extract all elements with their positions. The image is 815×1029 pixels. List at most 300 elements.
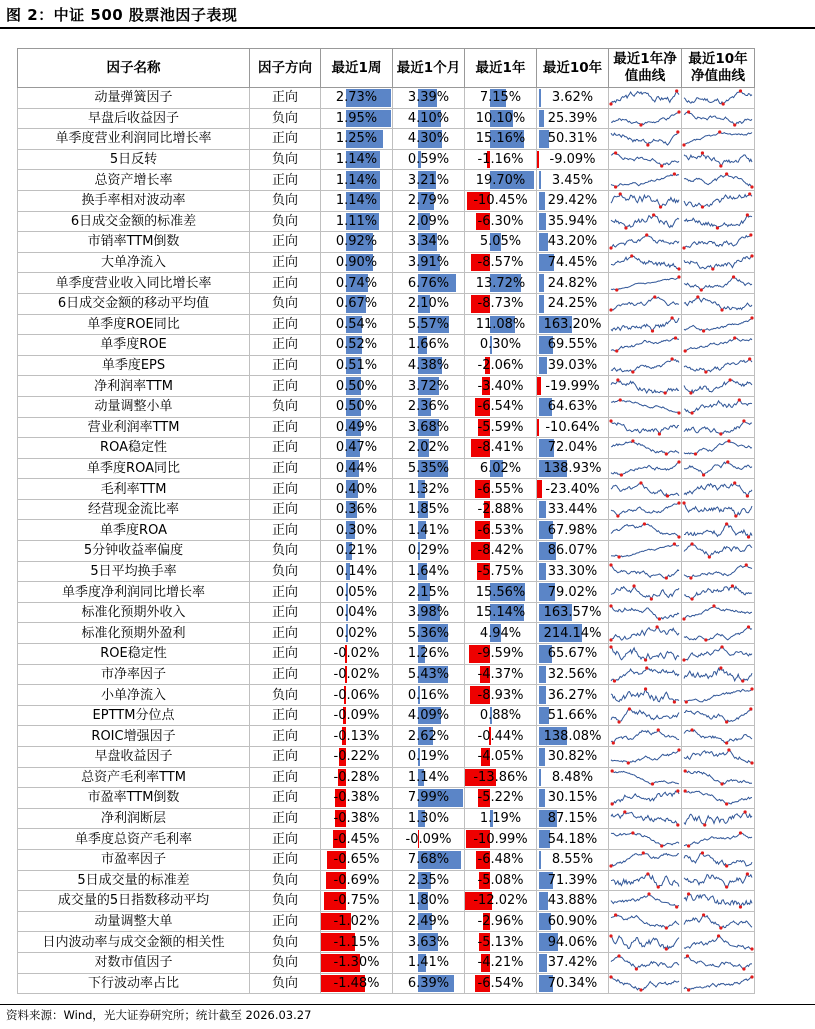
cell-nav10y — [682, 170, 755, 191]
sparkline-nav1y — [609, 871, 681, 890]
factor-direction: 负向 — [250, 190, 321, 211]
sparkline-marker — [609, 605, 612, 608]
sparkline-marker — [750, 254, 753, 257]
bar-t — [539, 563, 546, 581]
cell-y — [465, 705, 537, 726]
value-w: -0.02% — [333, 666, 380, 682]
value-y: 1.19% — [479, 811, 522, 827]
cell-m — [393, 335, 465, 356]
value-m: 0.59% — [407, 152, 450, 168]
sparkline-marker — [720, 646, 723, 649]
value-w: 1.14% — [335, 172, 378, 188]
sparkline-path — [611, 750, 679, 763]
cell-y — [465, 149, 537, 170]
sparkline-path — [684, 833, 752, 846]
value-t: 51.66% — [547, 708, 598, 724]
sparkline-marker — [720, 309, 723, 312]
sparkline-marker — [617, 721, 620, 724]
sparkline-marker — [613, 679, 616, 682]
header-name: 因子名称 — [18, 49, 250, 88]
value-t: 214.14% — [543, 625, 602, 641]
value-m: 1.85% — [407, 502, 450, 518]
sparkline-marker — [750, 975, 753, 978]
cell-w — [321, 911, 393, 932]
value-y: -13.86% — [473, 769, 528, 785]
cell-w — [321, 788, 393, 809]
sparkline-path — [684, 894, 752, 907]
table-row — [18, 273, 755, 294]
cell-nav10y — [682, 417, 755, 438]
sparkline-nav1y — [609, 315, 681, 334]
cell-t — [537, 747, 609, 768]
value-y: 15.14% — [475, 605, 526, 621]
cell-y — [465, 644, 537, 665]
sparkline-nav10y — [682, 294, 754, 313]
bar-t — [539, 192, 545, 210]
cell-y — [465, 438, 537, 459]
source-note: 资料来源：Wind，光大证券研究所；统计截至 2026.03.27 — [6, 1008, 312, 1022]
value-m: 5.36% — [407, 625, 450, 641]
sparkline-path — [684, 586, 752, 599]
sparkline-path — [684, 627, 752, 640]
factor-table — [17, 48, 755, 994]
cell-w — [321, 685, 393, 706]
value-w: -0.22% — [333, 749, 380, 765]
value-t: -10.64% — [545, 419, 600, 435]
sparkline-marker — [725, 721, 728, 724]
cell-w — [321, 726, 393, 747]
sparkline-marker — [690, 728, 693, 731]
cell-m — [393, 293, 465, 314]
sparkline-marker — [696, 296, 699, 299]
cell-nav10y — [682, 541, 755, 562]
sparkline-path — [684, 174, 752, 187]
sparkline-marker — [639, 123, 642, 126]
sparkline-path — [684, 297, 752, 310]
sparkline-path — [684, 812, 752, 825]
sparkline-path — [611, 338, 679, 351]
sparkline-path — [611, 894, 679, 907]
cell-t — [537, 376, 609, 397]
factor-direction: 正向 — [250, 582, 321, 603]
sparkline-marker — [651, 782, 654, 785]
factor-name: 6日成交金额的移动平均值 — [18, 293, 250, 314]
table-row — [18, 499, 755, 520]
bar-t — [537, 419, 539, 437]
sparkline-path — [611, 235, 679, 248]
factor-name: 单季度ROE同比 — [18, 314, 250, 335]
cell-y — [465, 376, 537, 397]
sparkline-marker — [717, 934, 720, 937]
factor-direction: 正向 — [250, 705, 321, 726]
cell-nav1y — [609, 561, 682, 582]
cell-w — [321, 582, 393, 603]
cell-nav1y — [609, 747, 682, 768]
sparkline-marker — [670, 357, 673, 360]
value-t: 69.55% — [547, 337, 598, 353]
value-t: 30.82% — [547, 749, 598, 765]
value-t: 70.34% — [547, 975, 598, 991]
cell-nav10y — [682, 108, 755, 129]
cell-nav1y — [609, 973, 682, 994]
value-y: -2.88% — [477, 502, 524, 518]
cell-y — [465, 541, 537, 562]
cell-nav1y — [609, 335, 682, 356]
sparkline-path — [684, 730, 752, 743]
value-y: 0.30% — [479, 337, 522, 353]
bar-t — [539, 666, 546, 684]
sparkline-marker — [750, 762, 753, 765]
cell-m — [393, 747, 465, 768]
sparkline-marker — [645, 234, 648, 237]
sparkline-marker — [615, 288, 618, 291]
value-t: 36.27% — [547, 687, 598, 703]
value-t: 163.20% — [543, 316, 602, 332]
value-t: 24.82% — [547, 275, 598, 291]
table-row — [18, 335, 755, 356]
cell-nav1y — [609, 129, 682, 150]
factor-direction: 正向 — [250, 232, 321, 253]
value-t: 33.30% — [547, 563, 598, 579]
factor-name: 市销率TTM倒数 — [18, 232, 250, 253]
cell-t — [537, 396, 609, 417]
sparkline-marker — [623, 810, 626, 813]
factor-direction: 正向 — [250, 335, 321, 356]
sparkline-nav1y — [609, 88, 681, 107]
cell-nav1y — [609, 644, 682, 665]
sparkline-marker — [727, 749, 730, 752]
cell-nav10y — [682, 314, 755, 335]
cell-m — [393, 520, 465, 541]
value-y: 6.02% — [479, 460, 522, 476]
factor-direction: 正向 — [250, 273, 321, 294]
cell-w — [321, 808, 393, 829]
sparkline-path — [611, 689, 679, 702]
value-w: 0.40% — [335, 481, 378, 497]
table-row — [18, 829, 755, 850]
sparkline-path — [611, 915, 679, 928]
table-row — [18, 685, 755, 706]
value-m: 0.16% — [407, 687, 450, 703]
cell-t — [537, 726, 609, 747]
bar-t — [539, 213, 546, 231]
factor-direction: 正向 — [250, 499, 321, 520]
sparkline-path — [684, 277, 752, 290]
sparkline-path — [684, 338, 752, 351]
cell-w — [321, 767, 393, 788]
sparkline-marker — [612, 741, 615, 744]
factor-name: 单季度营业利润同比增长率 — [18, 129, 250, 150]
factor-direction: 正向 — [250, 252, 321, 273]
sparkline-path — [684, 359, 752, 372]
factor-direction: 正向 — [250, 88, 321, 109]
value-t: 39.03% — [547, 358, 598, 374]
cell-y — [465, 685, 537, 706]
cell-w — [321, 438, 393, 459]
sparkline-nav10y — [682, 438, 754, 457]
sparkline-nav1y — [609, 974, 681, 993]
sparkline-path — [611, 277, 679, 290]
sparkline-path — [611, 318, 679, 331]
cell-y — [465, 747, 537, 768]
sparkline-path — [684, 689, 752, 702]
sparkline-marker — [660, 844, 663, 847]
cell-w — [321, 891, 393, 912]
value-m: 6.39% — [407, 975, 450, 991]
sparkline-marker — [725, 885, 728, 888]
sparkline-nav10y — [682, 891, 754, 910]
cell-y — [465, 664, 537, 685]
cell-nav1y — [609, 149, 682, 170]
cell-t — [537, 190, 609, 211]
sparkline-nav1y — [609, 891, 681, 910]
factor-name: 单季度ROA同比 — [18, 458, 250, 479]
table-row — [18, 911, 755, 932]
cell-y — [465, 314, 537, 335]
sparkline-marker — [646, 872, 649, 875]
sparkline-marker — [615, 350, 618, 353]
sparkline-nav10y — [682, 830, 754, 849]
value-m: 3.34% — [407, 234, 450, 250]
value-y: -8.41% — [477, 440, 524, 456]
cell-y — [465, 932, 537, 953]
value-m: 0.19% — [407, 749, 450, 765]
value-m: 2.02% — [407, 440, 450, 456]
cell-w — [321, 458, 393, 479]
value-t: 138.08% — [543, 728, 602, 744]
bar-t — [539, 748, 545, 766]
sparkline-path — [684, 132, 752, 145]
sparkline-nav1y — [609, 232, 681, 251]
sparkline-marker — [686, 955, 689, 958]
table-row — [18, 520, 755, 541]
sparkline-marker — [725, 865, 728, 868]
cell-y — [465, 417, 537, 438]
sparkline-marker — [631, 440, 634, 443]
factor-name: 标准化预期外收入 — [18, 602, 250, 623]
value-w: 0.92% — [335, 234, 378, 250]
sparkline-marker — [702, 473, 705, 476]
sparkline-marker — [617, 955, 620, 958]
header-row — [18, 49, 755, 88]
sparkline-path — [684, 318, 752, 331]
cell-t — [537, 582, 609, 603]
sparkline-nav1y — [609, 418, 681, 437]
sparkline-marker — [673, 700, 676, 703]
factor-name: 早盘后收益因子 — [18, 108, 250, 129]
sparkline-path — [611, 483, 679, 496]
sparkline-nav1y — [609, 562, 681, 581]
value-m: 3.91% — [407, 255, 450, 271]
cell-m — [393, 211, 465, 232]
sparkline-marker — [690, 543, 693, 546]
value-m: 1.32% — [407, 481, 450, 497]
value-m: 0.29% — [407, 543, 450, 559]
cell-nav10y — [682, 829, 755, 850]
cell-nav1y — [609, 891, 682, 912]
sparkline-nav10y — [682, 541, 754, 560]
sparkline-marker — [701, 151, 704, 154]
factor-direction: 正向 — [250, 314, 321, 335]
sparkline-nav10y — [682, 356, 754, 375]
value-m: 1.41% — [407, 955, 450, 971]
sparkline-path — [611, 421, 679, 434]
factor-direction: 正向 — [250, 602, 321, 623]
cell-t — [537, 541, 609, 562]
cell-t — [537, 849, 609, 870]
factor-name: 经营现金流比率 — [18, 499, 250, 520]
factor-name: 市净率因子 — [18, 664, 250, 685]
header-tenyear: 最近10年 — [537, 49, 609, 88]
cell-y — [465, 891, 537, 912]
cell-m — [393, 458, 465, 479]
cell-w — [321, 561, 393, 582]
value-m: 1.26% — [407, 646, 450, 662]
value-y: -8.57% — [477, 255, 524, 271]
cell-m — [393, 973, 465, 994]
cell-w — [321, 170, 393, 191]
sparkline-marker — [643, 522, 646, 525]
sparkline-marker — [684, 769, 687, 772]
sparkline-marker — [617, 556, 620, 559]
value-y: -6.55% — [477, 481, 524, 497]
table-row — [18, 788, 755, 809]
header-nav10y: 最近10年净值曲线 — [682, 49, 755, 88]
sparkline-marker — [609, 934, 612, 937]
table-row — [18, 252, 755, 273]
value-t: 29.42% — [547, 193, 598, 209]
factor-name: 市盈率TTM倒数 — [18, 788, 250, 809]
factor-name: 单季度ROE — [18, 335, 250, 356]
cell-nav10y — [682, 561, 755, 582]
sparkline-nav10y — [682, 686, 754, 705]
cell-y — [465, 108, 537, 129]
cell-nav1y — [609, 211, 682, 232]
cell-m — [393, 788, 465, 809]
value-m: 5.43% — [407, 666, 450, 682]
header-month: 最近1个月 — [393, 49, 465, 88]
cell-nav1y — [609, 520, 682, 541]
sparkline-marker — [734, 515, 737, 518]
sparkline-marker — [616, 515, 619, 518]
sparkline-marker — [677, 535, 680, 538]
sparkline-nav10y — [682, 871, 754, 890]
sparkline-path — [684, 791, 752, 804]
sparkline-nav1y — [609, 253, 681, 272]
factor-direction: 正向 — [250, 458, 321, 479]
bar-t — [539, 686, 546, 704]
sparkline-marker — [727, 440, 730, 443]
value-w: 0.54% — [335, 316, 378, 332]
sparkline-nav1y — [609, 294, 681, 313]
cell-w — [321, 870, 393, 891]
factor-direction: 正向 — [250, 520, 321, 541]
factor-name: 单季度总资产毛利率 — [18, 829, 250, 850]
cell-nav10y — [682, 355, 755, 376]
cell-w — [321, 932, 393, 953]
table-row — [18, 664, 755, 685]
value-y: -3.40% — [477, 378, 524, 394]
value-t: 65.67% — [547, 646, 598, 662]
table-row — [18, 582, 755, 603]
sparkline-nav10y — [682, 150, 754, 169]
value-w: 1.25% — [335, 131, 378, 147]
value-m: 1.66% — [407, 337, 450, 353]
cell-y — [465, 211, 537, 232]
cell-m — [393, 911, 465, 932]
cell-nav10y — [682, 396, 755, 417]
cell-nav1y — [609, 541, 682, 562]
sparkline-path — [684, 544, 752, 557]
cell-t — [537, 891, 609, 912]
value-w: 0.04% — [335, 605, 378, 621]
sparkline-nav10y — [682, 521, 754, 540]
value-m: 3.21% — [407, 172, 450, 188]
sparkline-nav10y — [682, 480, 754, 499]
cell-t — [537, 561, 609, 582]
factor-direction: 正向 — [250, 479, 321, 500]
sparkline-path — [684, 462, 752, 475]
cell-nav10y — [682, 479, 755, 500]
value-w: 1.95% — [335, 110, 378, 126]
value-w: -0.28% — [333, 769, 380, 785]
value-w: 0.50% — [335, 378, 378, 394]
cell-w — [321, 190, 393, 211]
sparkline-marker — [682, 144, 685, 147]
value-w: -1.15% — [333, 934, 380, 950]
value-y: -6.48% — [477, 852, 524, 868]
cell-m — [393, 108, 465, 129]
factor-direction: 正向 — [250, 911, 321, 932]
table-row — [18, 417, 755, 438]
sparkline-path — [611, 132, 679, 145]
factor-name: 6日成交金额的标准差 — [18, 211, 250, 232]
cell-y — [465, 767, 537, 788]
sparkline-marker — [646, 144, 649, 147]
factor-name: 毛利率TTM — [18, 479, 250, 500]
sparkline-path — [684, 503, 752, 516]
sparkline-marker — [619, 193, 622, 196]
cell-t — [537, 335, 609, 356]
cell-y — [465, 911, 537, 932]
sparkline-marker — [722, 103, 725, 106]
sparkline-path — [611, 400, 679, 413]
sparkline-marker — [746, 872, 749, 875]
factor-name: 5日成交量的标准差 — [18, 870, 250, 891]
sparkline-path — [611, 627, 679, 640]
factor-name: ROIC增强因子 — [18, 726, 250, 747]
factor-direction: 负向 — [250, 932, 321, 953]
value-y: 10.10% — [475, 110, 526, 126]
table-row — [18, 870, 755, 891]
cell-nav1y — [609, 952, 682, 973]
sparkline-nav1y — [609, 171, 681, 190]
cell-m — [393, 561, 465, 582]
cell-m — [393, 808, 465, 829]
cell-nav10y — [682, 520, 755, 541]
value-t: 8.55% — [551, 852, 594, 868]
factor-direction: 负向 — [250, 561, 321, 582]
sparkline-marker — [694, 453, 697, 456]
bar-t — [537, 480, 542, 498]
sparkline-marker — [639, 988, 642, 991]
cell-nav10y — [682, 499, 755, 520]
sparkline-marker — [665, 926, 668, 929]
sparkline-marker — [647, 893, 650, 896]
sparkline-marker — [609, 865, 612, 868]
sparkline-marker — [750, 947, 753, 950]
sparkline-marker — [750, 185, 753, 188]
